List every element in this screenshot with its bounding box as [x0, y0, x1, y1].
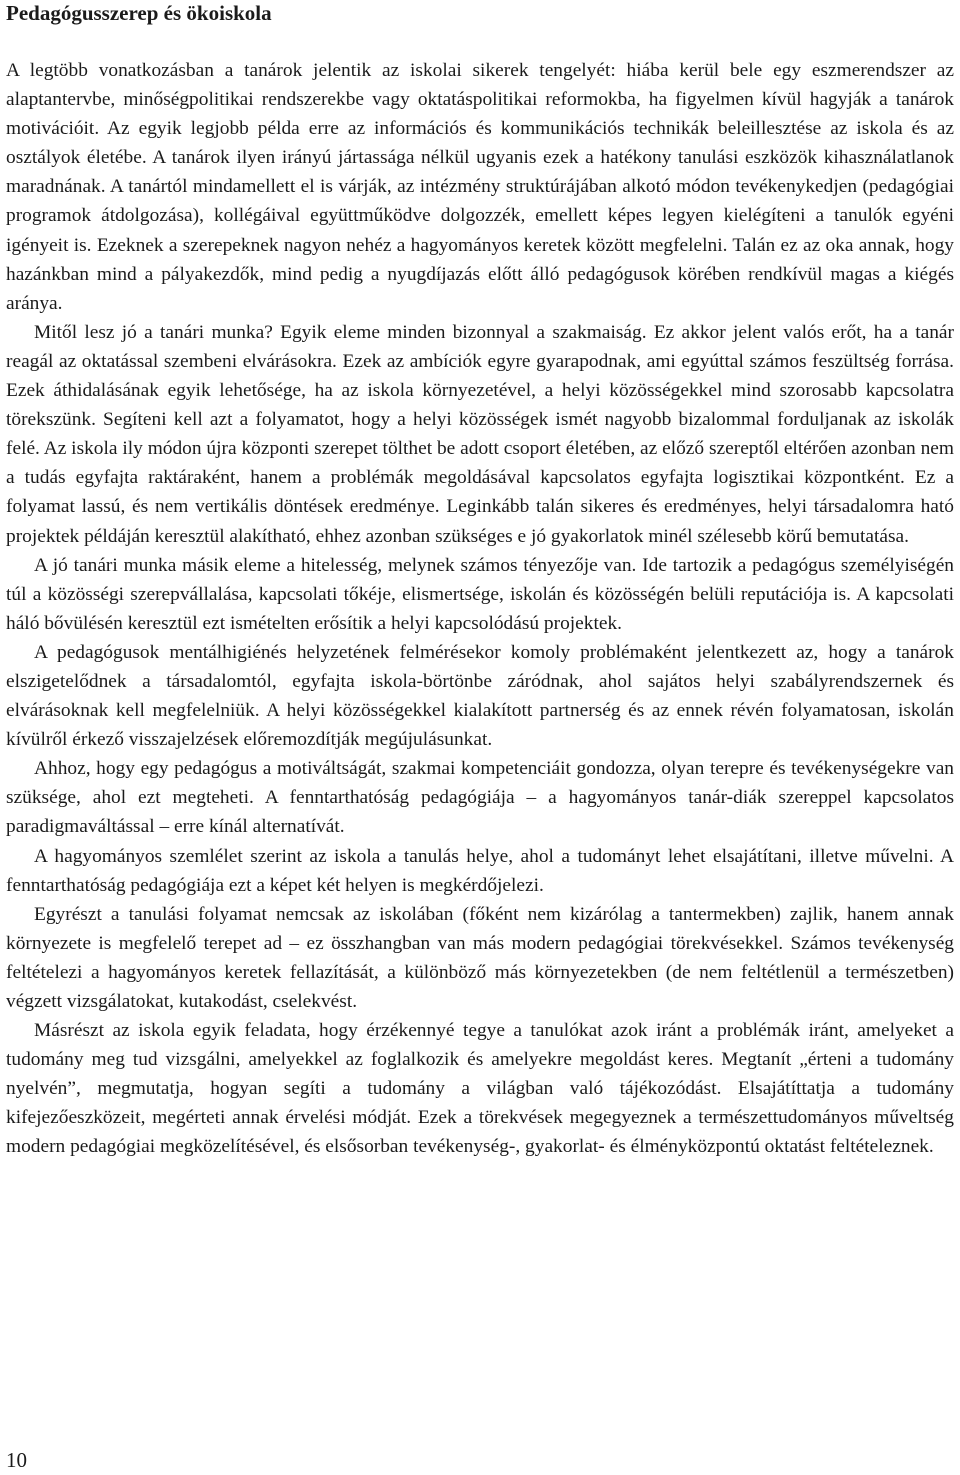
paragraph: A legtöbb vonatkozásban a tanárok jelentik az iskolai sikerek tengelyét: hiába kerül bele egy eszmerendszer az alaptantervbe, minőségpolitikai rendszerekbe vagy oktatáspolitikai reformokba, ha figyelmen kívül hagyják a tanárok motivációit. Az egyik legjobb példa erre az információs és kommunikációs technikák beleillesztése az iskola és az osztályok életébe. A tanárok ilyen irányú jártassága nélkül ugyanis ezek a hatékony tanulási eszközök kihasználatlanok maradnának. A tanártól mindamellett el is várják, az intézmény struktúrájában alkotó módon tevékenykedjen (pedagógiai programok átdolgozása), kollégáival együttműködve dolgozzék, emellett képes legyen kielégíteni a tanulók egyéni igényeit is. Ezeknek a szerepeknek nagyon nehéz a hagyományos keretek között megfelelni. Talán ez az oka annak, hogy hazánkban mind a pályakezdők, mind pedig a nyugdíjazás előtt álló pedagógusok körében rendkívül magas a kiégés aránya. [6, 60, 954, 314]
paragraph: A pedagógusok mentálhigiénés helyzetének felmérésekor komoly problémaként jelentkezett az, hogy a tanárok elszigetelődnek a társadalomtól, egyfajta iskola-börtönbe záródnak, ahol sajátos helyi szabályrendszernek és elvárásoknak kell megfelelniük. A helyi közösségekkel kialakított partnerség és az ennek révén folyamatosan, iskolán kívülről érkező visszajelzések előremozdítják megújulásunkat. [6, 641, 954, 751]
paragraph: Ahhoz, hogy egy pedagógus a motiváltságát, szakmai kompetenciáit gondozza, olyan terepre és tevékenységekre van szüksége, ahol ezt megteheti. A fenntarthatóság pedagógiája – a hagyományos tanár-diák szereppel kapcsolatos paradigmaváltással – erre kínál alternatívát. [6, 758, 954, 838]
page-number: 10 [6, 1448, 27, 1472]
paragraph: A hagyományos szemlélet szerint az iskola a tanulás helye, ahol a tudományt lehet elsajátítani, illetve művelni. A fenntarthatóság pedagógiája ezt a képet két helyen is megkérdőjelezi. [6, 845, 954, 896]
paragraph: Mitől lesz jó a tanári munka? Egyik eleme minden bizonnyal a szakmaiság. Ez akkor jelent valós erőt, ha a tanár reagál az oktatással szembeni elvárásokra. Ezek az ambíciók egyre gyarapodnak, ami egyúttal számos feszültség forrása. Ezek áthidalásának egyik lehetősége, ha az iskola környezetével, a helyi közösségekkel mind szorosabb kapcsolatra törekszünk. Segíteni kell azt a folyamatot, hogy a helyi közösségek ismét nagyobb bizalommal forduljanak az iskolák felé. Az iskola ily módon újra központi szerepet tölthet be adott csoport életében, az előző szereptől eltérően azonban nem a tudás egyfajta raktáraként, hanem a problémák megoldásával kapcsolatos egyfajta logisztikai központként. Ez a folyamat lassú, és nem vertikális döntések eredménye. Leginkább talán sikeres és eredményes, helyi társadalomra ható projektek példáján keresztül alakítható, ehhez azonban szükséges e jó gyakorlatok minél szélesebb körű bemutatása. [6, 321, 954, 547]
body-text [6, 56, 954, 1162]
section-title: Pedagógusszerep és ökoiskola [6, 1, 272, 25]
paragraph: Másrészt az iskola egyik feladata, hogy érzékennyé tegye a tanulókat azok iránt a problémák iránt, amelyeket a tudomány meg tud vizsgálni, amelyekkel az foglalkozik és amelyekre megoldást keres. Megtanít „érteni a tudomány nyelvén”, megmutatja, hogyan segíti a tudomány a világban való tájékozódást. Elsajátíttatja a tudomány kifejezőeszközeit, megérteti annak érvelési módját. Ezek a törekvések megegyeznek a természettudományos műveltség modern pedagógiai megközelítésével, és elsősorban tevékenység-, gyakorlat- és élményközpontú oktatást feltételeznek. [6, 1020, 954, 1158]
paragraph: A jó tanári munka másik eleme a hitelesség, melynek számos tényezője van. Ide tartozik a pedagógus személyiségén túl a közösségi szerepvállalása, kapcsolati tőkéje, elismertsége, iskolán és közösségén belüli reputációja is. A kapcsolati háló bővülésén keresztül ezt ismételten erősítik a helyi kapcsolódású projektek. [6, 554, 954, 634]
paragraph: Egyrészt a tanulási folyamat nemcsak az iskolában (főként nem kizárólag a tantermekben) zajlik, hanem annak környezete is megfelelő terepet ad – ez összhangban van más modern pedagógiai törekvésekkel. Számos tevékenység feltételezi a hagyományos keretek fellazítását, a különböző más környezetekben (de nem feltétlenül a természetben) végzett vizsgálatokat, kutakodást, cselekvést. [6, 903, 954, 1012]
